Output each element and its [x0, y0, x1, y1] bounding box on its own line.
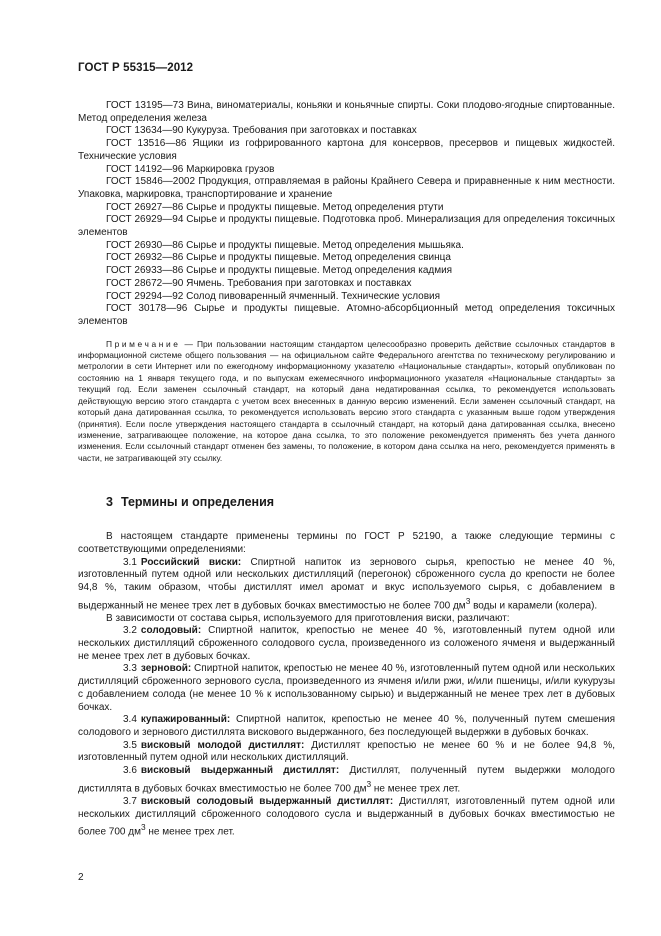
section-number: 3	[106, 495, 113, 510]
term-text: Спиртной напиток из зернового сырья, крепостью не менее 40 %, изготовленный путем одной или нескольких дистилляций (перегонок) сброженного сусла до крепости не более 94,8 %, таким образом, чтобы дистиллят имел аромат и вкус используемого сырья, с добавлением в выдержанный не менее трех лет в дубовых бочках вместимостью не более 700 дм	[78, 556, 615, 611]
term-number: 3.3	[123, 663, 137, 675]
term-definition	[78, 714, 615, 739]
term-text: Спиртной напиток, крепостью не менее 40 %, полученный путем смешения солодового и зернового дистиллята вискового выдержанного, без последующей выдержки в дубовых бочках.	[78, 714, 615, 738]
term-number: 3.4	[123, 714, 137, 726]
page-number: 2	[78, 872, 84, 883]
term-definition	[78, 740, 615, 765]
section-title: Термины и определения	[120, 495, 275, 510]
section-body	[78, 531, 615, 839]
reference-item: ГОСТ 26933—86 Сырье и продукты пищевые. Метод определения кадмия	[106, 265, 453, 277]
section-heading	[106, 495, 615, 509]
term-definition	[78, 663, 615, 714]
term-text: Дистиллят крепостью не менее 60 % и не более 94,8 %, изготовленный путем одной или нескольких дистилляций.	[78, 739, 615, 764]
reference-item: ГОСТ 13516—86 Ящики из гофрированного картона для консервов, пресервов и пищевых жидкостей. Технические условия	[78, 138, 615, 162]
reference-item: ГОСТ 29294—92 Солод пивоваренный ячменный. Технические условия	[106, 290, 441, 302]
reference-note	[78, 339, 615, 464]
term-name: солодовый:	[140, 625, 202, 637]
superscript: 3	[366, 778, 372, 789]
term-text: Спиртной напиток, крепостью не менее 40 %, изготовленный путем одной или нескольких дистилляций сброженного солодового сусла, произведенного из соложеного ячменя и выдержанный не менее трех лет в дубовых бочках.	[78, 625, 615, 662]
term-number: 3.1	[123, 556, 137, 568]
term-name: купажированный:	[140, 714, 231, 726]
normative-references-list	[78, 100, 615, 329]
term-definition	[78, 625, 615, 663]
term-number: 3.7	[123, 795, 137, 807]
superscript: 3	[465, 595, 471, 606]
reference-item: ГОСТ 26927—86 Сырье и продукты пищевые. Метод определения ртути	[106, 201, 444, 213]
reference-item: ГОСТ 13634—90 Кукуруза. Требования при заготовках и поставках	[106, 125, 417, 137]
reference-item: ГОСТ 26930—86 Сырье и продукты пищевые. Метод определения мышьяка.	[106, 239, 464, 251]
term-text: Дистиллят, полученный путем выдержки молодого дистиллята в дубовых бочках вместимостью не более 700 дм	[78, 765, 615, 795]
reference-item: ГОСТ 30178—96 Сырье и продукты пищевые. Атомно-абсорбционный метод определения токсичных элементов	[78, 303, 615, 327]
term-number: 3.5	[123, 739, 137, 751]
superscript: 3	[140, 822, 146, 833]
reference-item: ГОСТ 14192—96 Маркировка грузов	[106, 163, 275, 175]
reference-item: ГОСТ 15846—2002 Продукция, отправляемая в районы Крайнего Севера и приравненные к ним местности. Упаковка, маркировка, транспортирование и хранение	[78, 176, 615, 200]
term-definition	[78, 765, 615, 796]
reference-item: ГОСТ 28672—90 Ячмень. Требования при заготовках и поставках	[106, 277, 412, 289]
note-text: — При пользовании настоящим стандартом целесообразно проверить действие ссылочных стандартов в информационной системе общего пользования — на официальном сайте Федерального агентства по техническому регулированию и метрологии в сети Интернет или по ежегодному информационному указателю «Национальные стандарты», который опубликован по состоянию на 1 января текущего года, и по выпускам ежемесячного информационного указателя «Национальные стандарты» за текущий год. Если заменен ссылочный стандарт, на который дана недатированная ссылка, то рекомендуется использовать действующую версию этого стандарта с учетом всех внесенных в данную версию изменений. Если заменен ссылочный стандарт, на который дана датированная ссылка, то рекомендуется использовать версию этого стандарта с указанным выше годом утверждения (принятия). Если после утверждения настоящего стандарта в ссылочный стандарт, на который дана датированная ссылка, внесено изменение, затрагивающее положение, на которое дана ссылка, то это положение рекомендуется применять без учета данного изменения. Если ссылочный стандарт отменен без замены, то положение, в котором дана ссылка на него, рекомендуется применять в части, не затрагивающей эту ссылку.	[78, 338, 615, 463]
term-text-end: не менее трех лет.	[145, 826, 235, 838]
term-name: висковый молодой дистиллят:	[140, 739, 305, 751]
term-text: Спиртной напиток, крепостью не менее 40 %, изготовленный путем одной или нескольких дистилляций сброженного зернового сусла, произведенного из ячменя и/или ржи, и/или пшеницы, и/или кукурузы с добавлением солода (не менее 10 % к использованному сырью) и выдержанный не менее трех лет в дубовых бочках.	[78, 663, 615, 713]
classification-paragraph: В зависимости от состава сырья, используемого для приготовления виски, различают:	[106, 612, 510, 624]
term-text-end: не менее трех лет.	[371, 783, 461, 795]
term-name: Российский виски:	[140, 556, 242, 568]
reference-item: ГОСТ 26929—94 Сырье и продукты пищевые. Подготовка проб. Минерализация для определения токсичных элементов	[78, 214, 615, 239]
term-name: висковый солодовый выдержанный дистиллят:	[140, 795, 394, 807]
section-intro: В настоящем стандарте применены термины по ГОСТ Р 52190, а также следующие термины с соответствующими определениями:	[78, 531, 615, 555]
reference-item: ГОСТ 13195—73 Вина, виноматериалы, коньяки и коньячные спирты. Соки плодово-ягодные спиртованные. Метод определения железа	[78, 100, 615, 124]
term-text-end: воды и карамели (колера).	[470, 599, 598, 611]
term-name: зерновой:	[140, 663, 192, 675]
term-number: 3.2	[123, 625, 137, 637]
term-definition	[78, 557, 615, 613]
term-name: висковый выдержанный дистиллят:	[140, 765, 340, 777]
term-definition	[78, 796, 615, 839]
term-number: 3.6	[123, 765, 137, 777]
term-text: Дистиллят, изготовленный путем одной или нескольких дистилляций сброженного солодового сусла и выдержанный в дубовых бочках вместимостью не более 700 дм	[78, 795, 615, 838]
note-label: Примечание	[106, 338, 181, 349]
document-header: ГОСТ Р 55315—2012	[78, 62, 194, 74]
reference-item: ГОСТ 26932—86 Сырье и продукты пищевые. Метод определения свинца	[106, 252, 451, 264]
